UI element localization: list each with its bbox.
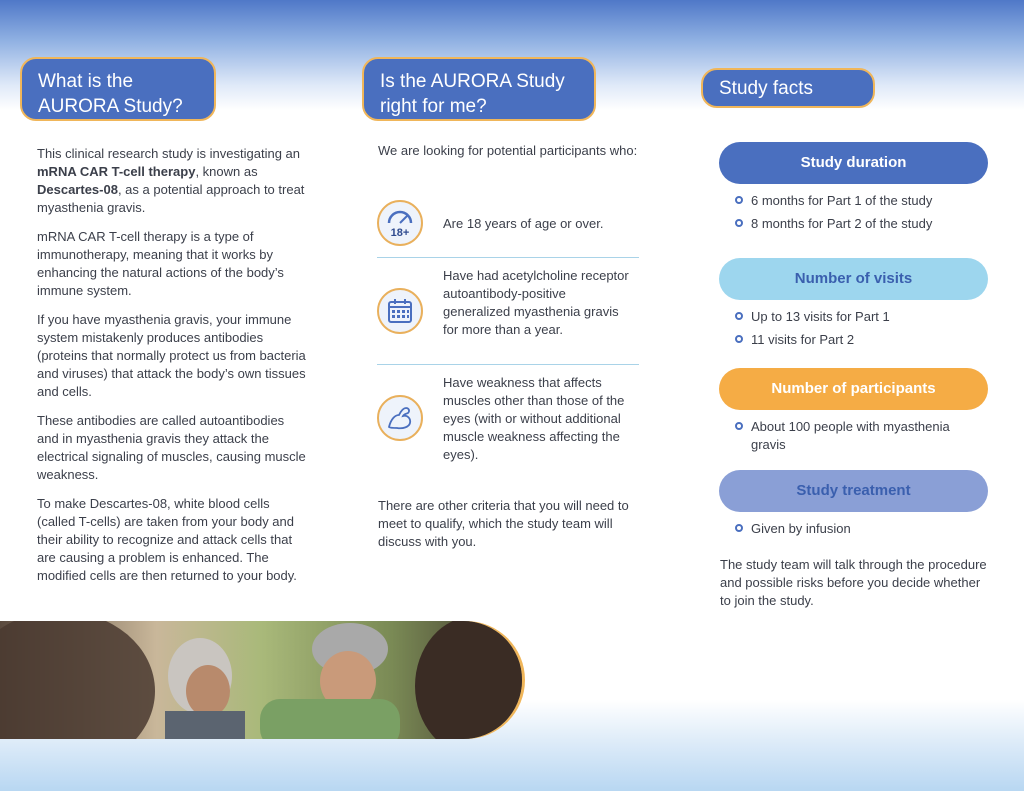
list-item: 8 months for Part 2 of the study [735,215,985,233]
number-of-participants-pill: Number of participants [719,368,988,410]
flexed-arm-icon [377,395,423,441]
study-facts-heading: Study facts [701,68,875,108]
description-paragraph-4: These antibodies are called autoantibodies and in myasthenia gravis they attack the electrical signaling of muscles, causing muscle weakness. [37,413,306,482]
criterion-divider [377,364,639,365]
eligibility-heading-line1: Is the AURORA Study [380,71,565,92]
number-of-visits-list [735,308,985,354]
eligibility-heading-line2: right for me? [380,96,487,117]
bullet-circle-icon [735,219,743,227]
description-paragraph-1: This clinical research study is investigating an mRNA CAR T-cell therapy, known as Descartes-08, as a potential approach to treat myasthenia gravis. [37,146,305,215]
list-item: 6 months for Part 1 of the study [735,192,985,210]
age-18-plus-icon [377,200,423,246]
criterion-diagnosis-text: Have had acetylcholine receptor autoantibody-positive generalized myasthenia gravis for more than a year. [443,268,629,337]
bullet-circle-icon [735,196,743,204]
study-duration-list [735,192,985,238]
criterion-age [377,200,639,252]
study-treatment-pill: Study treatment [719,470,988,512]
bullet-circle-icon [735,524,743,532]
criterion-weakness [377,374,639,466]
number-of-visits-pill: Number of visits [719,258,988,300]
drug-name: Descartes-08 [37,182,118,197]
criterion-diagnosis [377,267,639,359]
study-duration-pill: Study duration [719,142,988,184]
eligibility-intro: We are looking for potential participants who: [378,143,638,158]
study-description [37,145,309,596]
list-item: About 100 people with myasthenia gravis [735,418,985,454]
what-is-heading-line1: What is the [38,71,134,92]
closing-note: The study team will talk through the procedure and possible risks before you decide whether to join the study. [720,557,987,608]
calendar-icon [377,288,423,334]
what-is-heading [20,57,216,121]
criterion-weakness-text: Have weakness that affects muscles other than those of the eyes (with or without additional muscle weakness affecting the eyes). [443,375,625,462]
therapy-name: mRNA CAR T-cell therapy [37,164,196,179]
criterion-age-text: Are 18 years of age or over. [443,216,604,231]
description-paragraph-2: mRNA CAR T-cell therapy is a type of immunotherapy, meaning that it works by enhancing the natural actions of the body’s immune system. [37,229,284,298]
description-paragraph-5: To make Descartes-08, white blood cells (called T-cells) are taken from your body and their ability to recognize and attack cells that are causing a problem is enhanced. The modified cells are then returned to your body. [37,496,297,583]
people-photo-illustration [0,621,522,739]
what-is-heading-line2: AURORA Study? [38,96,183,117]
other-criteria-note: There are other criteria that you will need to meet to qualify, which the study team will discuss with you. [378,498,629,549]
number-of-participants-list [735,418,985,459]
description-paragraph-3: If you have myasthenia gravis, your immune system mistakenly produces antibodies (proteins that normally protect us from bacteria and viruses) that attack the body’s own tissues and cells. [37,312,306,399]
study-treatment-list [735,520,985,543]
bullet-circle-icon [735,422,743,430]
svg-text:18+: 18+ [390,227,410,239]
list-item: Given by infusion [735,520,985,538]
bullet-circle-icon [735,312,743,320]
criterion-divider [377,257,639,258]
eligibility-heading [362,57,596,121]
people-photo [0,621,522,739]
bullet-circle-icon [735,335,743,343]
list-item: 11 visits for Part 2 [735,331,985,349]
list-item: Up to 13 visits for Part 1 [735,308,985,326]
